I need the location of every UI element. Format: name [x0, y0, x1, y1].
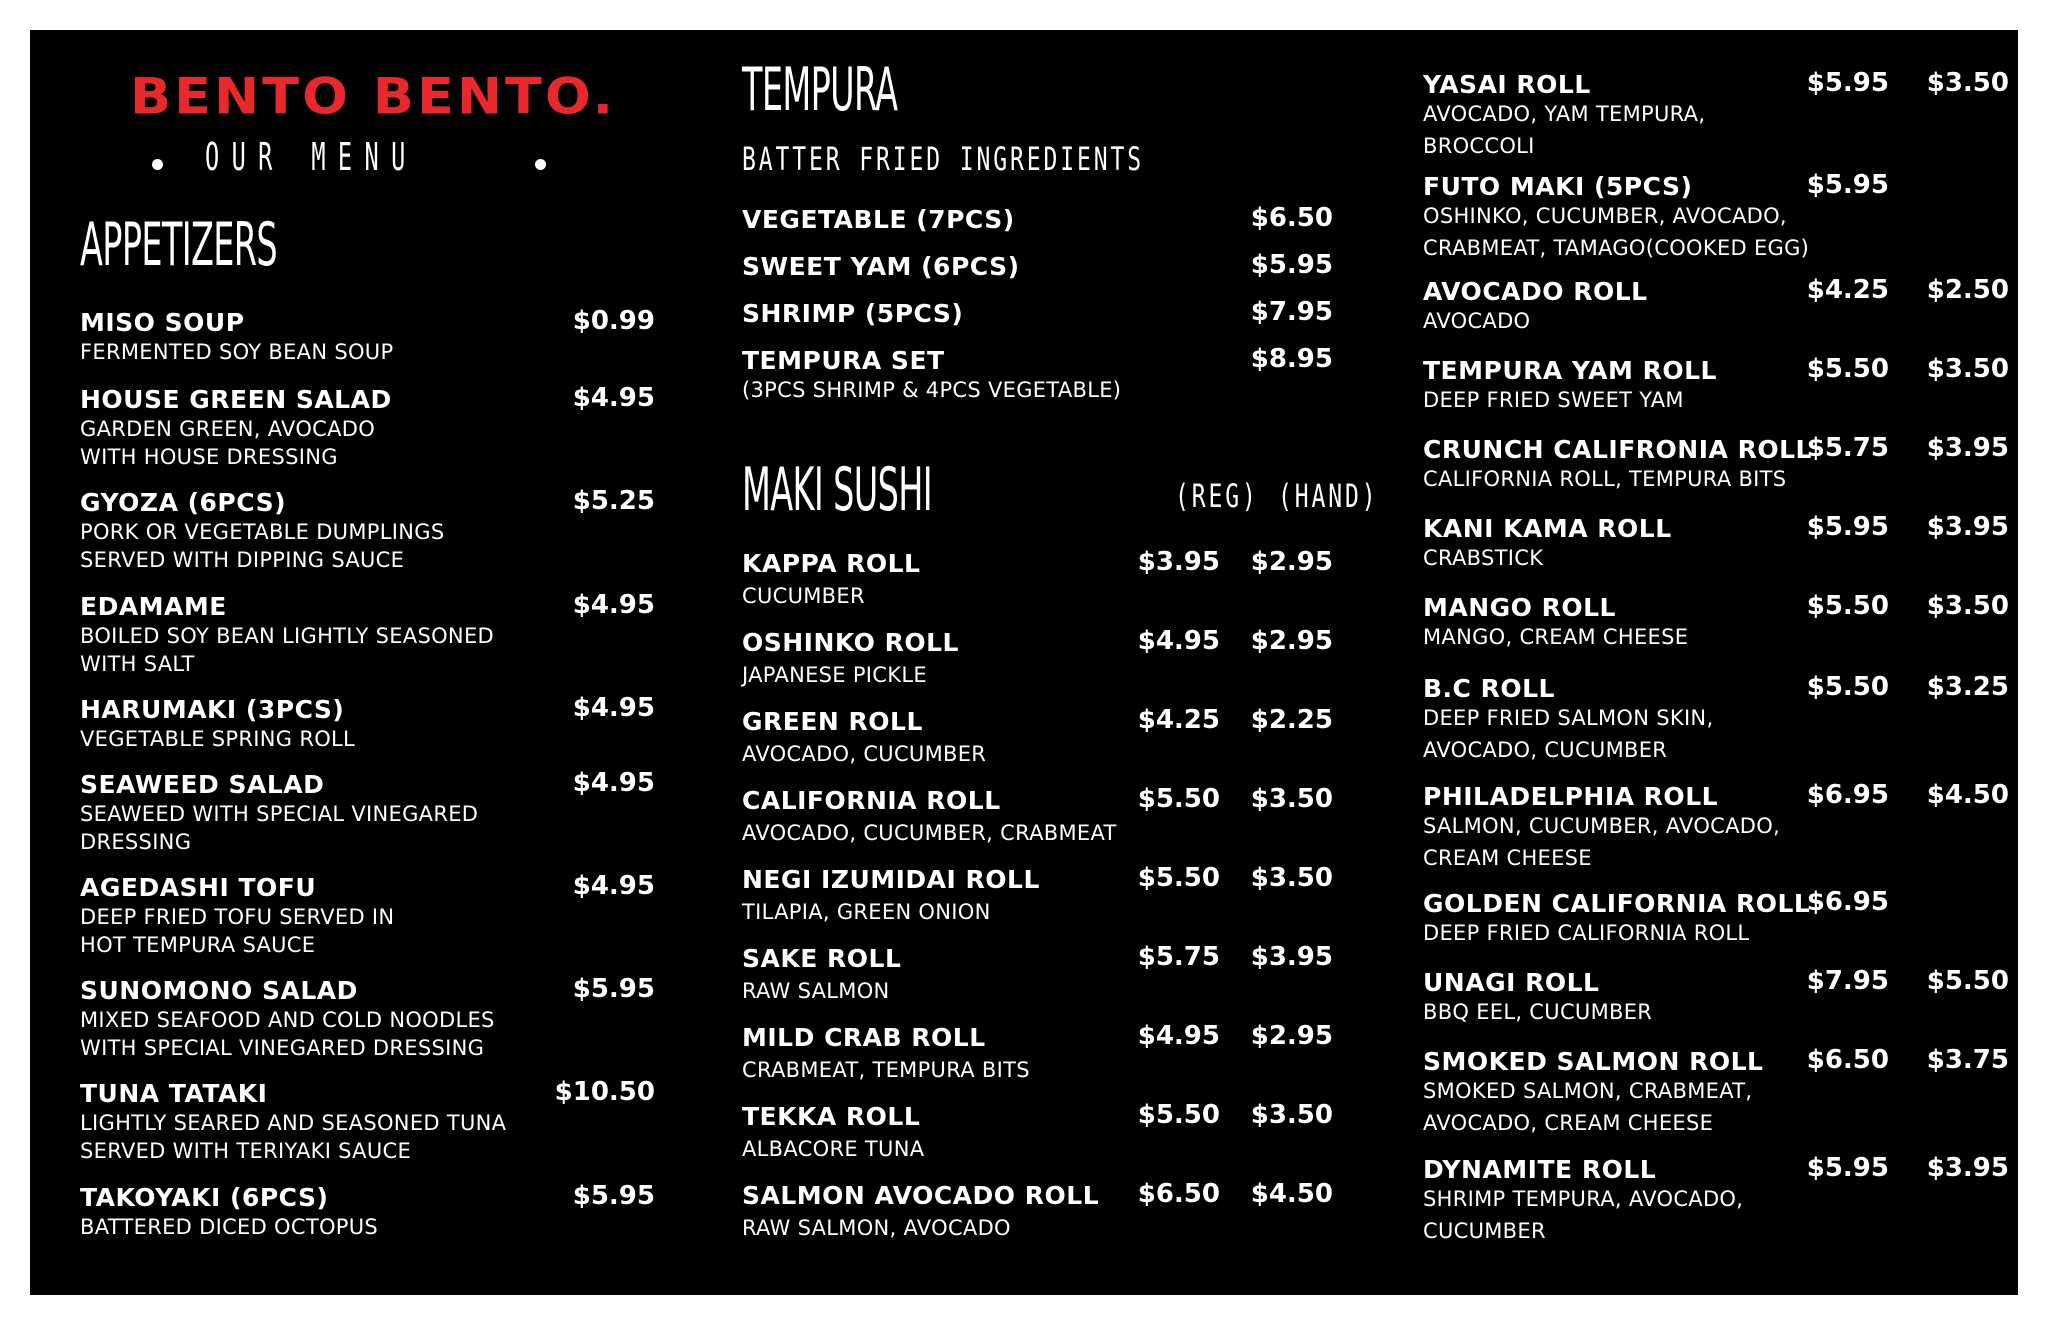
item-description: AVOCADO: [1423, 309, 1531, 333]
item-price: $5.95: [572, 1181, 655, 1211]
item-description: BBQ EEL, CUCUMBER: [1423, 1000, 1653, 1024]
item-description: RAW SALMON, AVOCADO: [742, 1216, 1011, 1240]
item-price: $4.95: [572, 768, 655, 798]
tempura-heading: TEMPURA: [742, 55, 898, 125]
item-description: MANGO, CREAM CHEESE: [1423, 625, 1689, 649]
item-description: AVOCADO, CREAM CHEESE: [1423, 1111, 1714, 1135]
item-price-hand: $3.95: [1926, 433, 2009, 463]
item-name: PHILADELPHIA ROLL: [1423, 782, 1719, 811]
item-price-hand: $2.25: [1250, 705, 1333, 735]
item-name: GREEN ROLL: [742, 707, 923, 736]
item-name: CALIFORNIA ROLL: [742, 786, 1001, 815]
item-price: $5.95: [572, 974, 655, 1004]
item-description: BATTERED DICED OCTOPUS: [80, 1215, 379, 1239]
item-price-hand: $5.50: [1926, 966, 2009, 996]
item-name: GYOZA (6PCS): [80, 488, 286, 517]
item-description: AVOCADO, YAM TEMPURA,: [1423, 102, 1706, 126]
item-price: $5.25: [572, 486, 655, 516]
item-description: (3PCS SHRIMP & 4PCS VEGETABLE): [742, 378, 1122, 402]
item-name: CRUNCH CALIFRONIA ROLL: [1423, 435, 1812, 464]
item-description: DEEP FRIED CALIFORNIA ROLL: [1423, 921, 1750, 945]
item-description: JAPANESE PICKLE: [742, 663, 927, 687]
item-price: $6.50: [1250, 203, 1333, 233]
item-price-reg: $4.25: [1137, 705, 1220, 735]
hand-column-header: (HAND): [1278, 477, 1379, 515]
item-description: BOILED SOY BEAN LIGHTLY SEASONED: [80, 624, 494, 648]
item-description: AVOCADO, CUCUMBER, CRABMEAT: [742, 821, 1117, 845]
item-description: CALIFORNIA ROLL, TEMPURA BITS: [1423, 467, 1787, 491]
item-price-reg: $4.25: [1806, 275, 1889, 305]
item-price: $8.95: [1250, 344, 1333, 374]
menu-subtitle: OUR MENU: [205, 135, 418, 179]
item-price-reg: $5.95: [1806, 1153, 1889, 1183]
item-name: HOUSE GREEN SALAD: [80, 385, 392, 414]
item-name: NEGI IZUMIDAI ROLL: [742, 865, 1040, 894]
item-description: AVOCADO, CUCUMBER: [742, 742, 987, 766]
item-description: WITH HOUSE DRESSING: [80, 445, 338, 469]
item-description: CUCUMBER: [742, 584, 865, 608]
reg-column-header: (REG): [1175, 477, 1259, 515]
item-price-hand: $2.95: [1250, 1021, 1333, 1051]
item-price-hand: $3.95: [1926, 1153, 2009, 1183]
item-price-reg: $5.50: [1137, 784, 1220, 814]
item-price-reg: $3.95: [1137, 547, 1220, 577]
item-description: SERVED WITH TERIYAKI SAUCE: [80, 1139, 412, 1163]
item-description: VEGETABLE SPRING ROLL: [80, 727, 356, 751]
item-price-hand: $2.95: [1250, 626, 1333, 656]
item-price-reg: $5.50: [1137, 1100, 1220, 1130]
item-name: SAKE ROLL: [742, 944, 902, 973]
item-description: HOT TEMPURA SAUCE: [80, 933, 316, 957]
item-description: SMOKED SALMON, CRABMEAT,: [1423, 1079, 1753, 1103]
item-name: TEKKA ROLL: [742, 1102, 921, 1131]
item-description: SERVED WITH DIPPING SAUCE: [80, 548, 405, 572]
maki-sushi-heading: MAKI SUSHI: [742, 455, 933, 525]
item-description: BROCCOLI: [1423, 134, 1535, 158]
item-price: $10.50: [554, 1077, 655, 1107]
item-name: FUTO MAKI (5PCS): [1423, 172, 1693, 201]
item-description: CRABSTICK: [1423, 546, 1544, 570]
item-price-reg: $6.50: [1806, 1045, 1889, 1075]
item-description: WITH SPECIAL VINEGARED DRESSING: [80, 1036, 485, 1060]
item-price-reg: $5.50: [1806, 354, 1889, 384]
brand-logo: BENTO BENTO.: [130, 67, 617, 126]
item-name: TEMPURA SET: [742, 346, 945, 375]
item-description: DEEP FRIED SWEET YAM: [1423, 388, 1684, 412]
item-description: OSHINKO, CUCUMBER, AVOCADO,: [1423, 204, 1787, 228]
item-name: SUNOMONO SALAD: [80, 976, 358, 1005]
item-description: TILAPIA, GREEN ONION: [742, 900, 991, 924]
item-price-hand: $3.50: [1250, 863, 1333, 893]
item-price-hand: $2.95: [1250, 547, 1333, 577]
item-price-reg: $5.50: [1806, 672, 1889, 702]
item-price: $0.99: [572, 306, 655, 336]
item-name: KAPPA ROLL: [742, 549, 921, 578]
item-description: DEEP FRIED TOFU SERVED IN: [80, 905, 395, 929]
item-price-reg: $5.75: [1137, 942, 1220, 972]
item-description: DRESSING: [80, 830, 192, 854]
tempura-subtitle: BATTER FRIED INGREDIENTS: [742, 140, 1145, 178]
item-name: VEGETABLE (7PCS): [742, 205, 1015, 234]
item-description: ALBACORE TUNA: [742, 1137, 925, 1161]
item-price-hand: $3.95: [1926, 512, 2009, 542]
item-name: AVOCADO ROLL: [1423, 277, 1648, 306]
item-price-reg: $4.95: [1137, 626, 1220, 656]
item-name: KANI KAMA ROLL: [1423, 514, 1672, 543]
item-description: AVOCADO, CUCUMBER: [1423, 738, 1668, 762]
item-description: SALMON, CUCUMBER, AVOCADO,: [1423, 814, 1781, 838]
item-price-reg: $6.95: [1806, 780, 1889, 810]
item-price-reg: $6.95: [1806, 887, 1889, 917]
item-name: YASAI ROLL: [1423, 70, 1591, 99]
item-price: $4.95: [572, 693, 655, 723]
item-description: FERMENTED SOY BEAN SOUP: [80, 340, 394, 364]
item-price-hand: $4.50: [1250, 1179, 1333, 1209]
item-name: TUNA TATAKI: [80, 1079, 268, 1108]
bullet-dot-right: [535, 159, 546, 170]
item-description: SHRIMP TEMPURA, AVOCADO,: [1423, 1187, 1744, 1211]
item-name: SALMON AVOCADO ROLL: [742, 1181, 1100, 1210]
item-price-hand: $3.50: [1250, 1100, 1333, 1130]
item-price-hand: $3.50: [1926, 354, 2009, 384]
item-price: $4.95: [572, 871, 655, 901]
item-description: PORK OR VEGETABLE DUMPLINGS: [80, 520, 445, 544]
item-price-hand: $3.50: [1250, 784, 1333, 814]
item-name: AGEDASHI TOFU: [80, 873, 317, 902]
item-description: CUCUMBER: [1423, 1219, 1546, 1243]
item-name: SWEET YAM (6PCS): [742, 252, 1020, 281]
item-price-hand: $4.50: [1926, 780, 2009, 810]
item-price-hand: $3.75: [1926, 1045, 2009, 1075]
item-name: OSHINKO ROLL: [742, 628, 959, 657]
item-description: RAW SALMON: [742, 979, 890, 1003]
item-price-reg: $6.50: [1137, 1179, 1220, 1209]
item-description: MIXED SEAFOOD AND COLD NOODLES: [80, 1008, 495, 1032]
item-price: $5.95: [1250, 250, 1333, 280]
item-price: $4.95: [572, 590, 655, 620]
item-name: HARUMAKI (3PCS): [80, 695, 345, 724]
item-price-hand: $3.50: [1926, 68, 2009, 98]
item-price: $4.95: [572, 383, 655, 413]
item-price-reg: $5.75: [1806, 433, 1889, 463]
item-description: SEAWEED WITH SPECIAL VINEGARED: [80, 802, 479, 826]
item-name: TEMPURA YAM ROLL: [1423, 356, 1717, 385]
item-name: DYNAMITE ROLL: [1423, 1155, 1657, 1184]
item-name: MISO SOUP: [80, 308, 245, 337]
item-price-reg: $5.50: [1137, 863, 1220, 893]
item-price-hand: $3.25: [1926, 672, 2009, 702]
item-price-hand: $2.50: [1926, 275, 2009, 305]
item-name: MANGO ROLL: [1423, 593, 1616, 622]
item-price-reg: $5.50: [1806, 591, 1889, 621]
item-price-hand: $3.95: [1250, 942, 1333, 972]
item-name: EDAMAME: [80, 592, 227, 621]
item-name: GOLDEN CALIFORNIA ROLL: [1423, 889, 1811, 918]
item-name: B.C ROLL: [1423, 674, 1555, 703]
item-name: SHRIMP (5PCS): [742, 299, 964, 328]
item-name: TAKOYAKI (6PCS): [80, 1183, 329, 1212]
item-price-reg: $7.95: [1806, 966, 1889, 996]
item-name: SEAWEED SALAD: [80, 770, 325, 799]
item-price: $7.95: [1250, 297, 1333, 327]
item-name: SMOKED SALMON ROLL: [1423, 1047, 1764, 1076]
item-price-reg: $5.95: [1806, 68, 1889, 98]
item-price-reg: $5.95: [1806, 170, 1889, 200]
appetizers-heading: APPETIZERS: [80, 210, 278, 280]
menu-board: [30, 30, 2018, 1295]
bullet-dot-left: [152, 159, 163, 170]
item-price-reg: $5.95: [1806, 512, 1889, 542]
item-description: LIGHTLY SEARED AND SEASONED TUNA: [80, 1111, 507, 1135]
item-description: DEEP FRIED SALMON SKIN,: [1423, 706, 1714, 730]
item-description: CRABMEAT, TAMAGO(COOKED EGG): [1423, 236, 1810, 260]
item-name: MILD CRAB ROLL: [742, 1023, 986, 1052]
item-description: CRABMEAT, TEMPURA BITS: [742, 1058, 1030, 1082]
item-price-reg: $4.95: [1137, 1021, 1220, 1051]
item-price-hand: $3.50: [1926, 591, 2009, 621]
item-description: WITH SALT: [80, 652, 195, 676]
item-description: GARDEN GREEN, AVOCADO: [80, 417, 376, 441]
item-description: CREAM CHEESE: [1423, 846, 1592, 870]
item-name: UNAGI ROLL: [1423, 968, 1600, 997]
